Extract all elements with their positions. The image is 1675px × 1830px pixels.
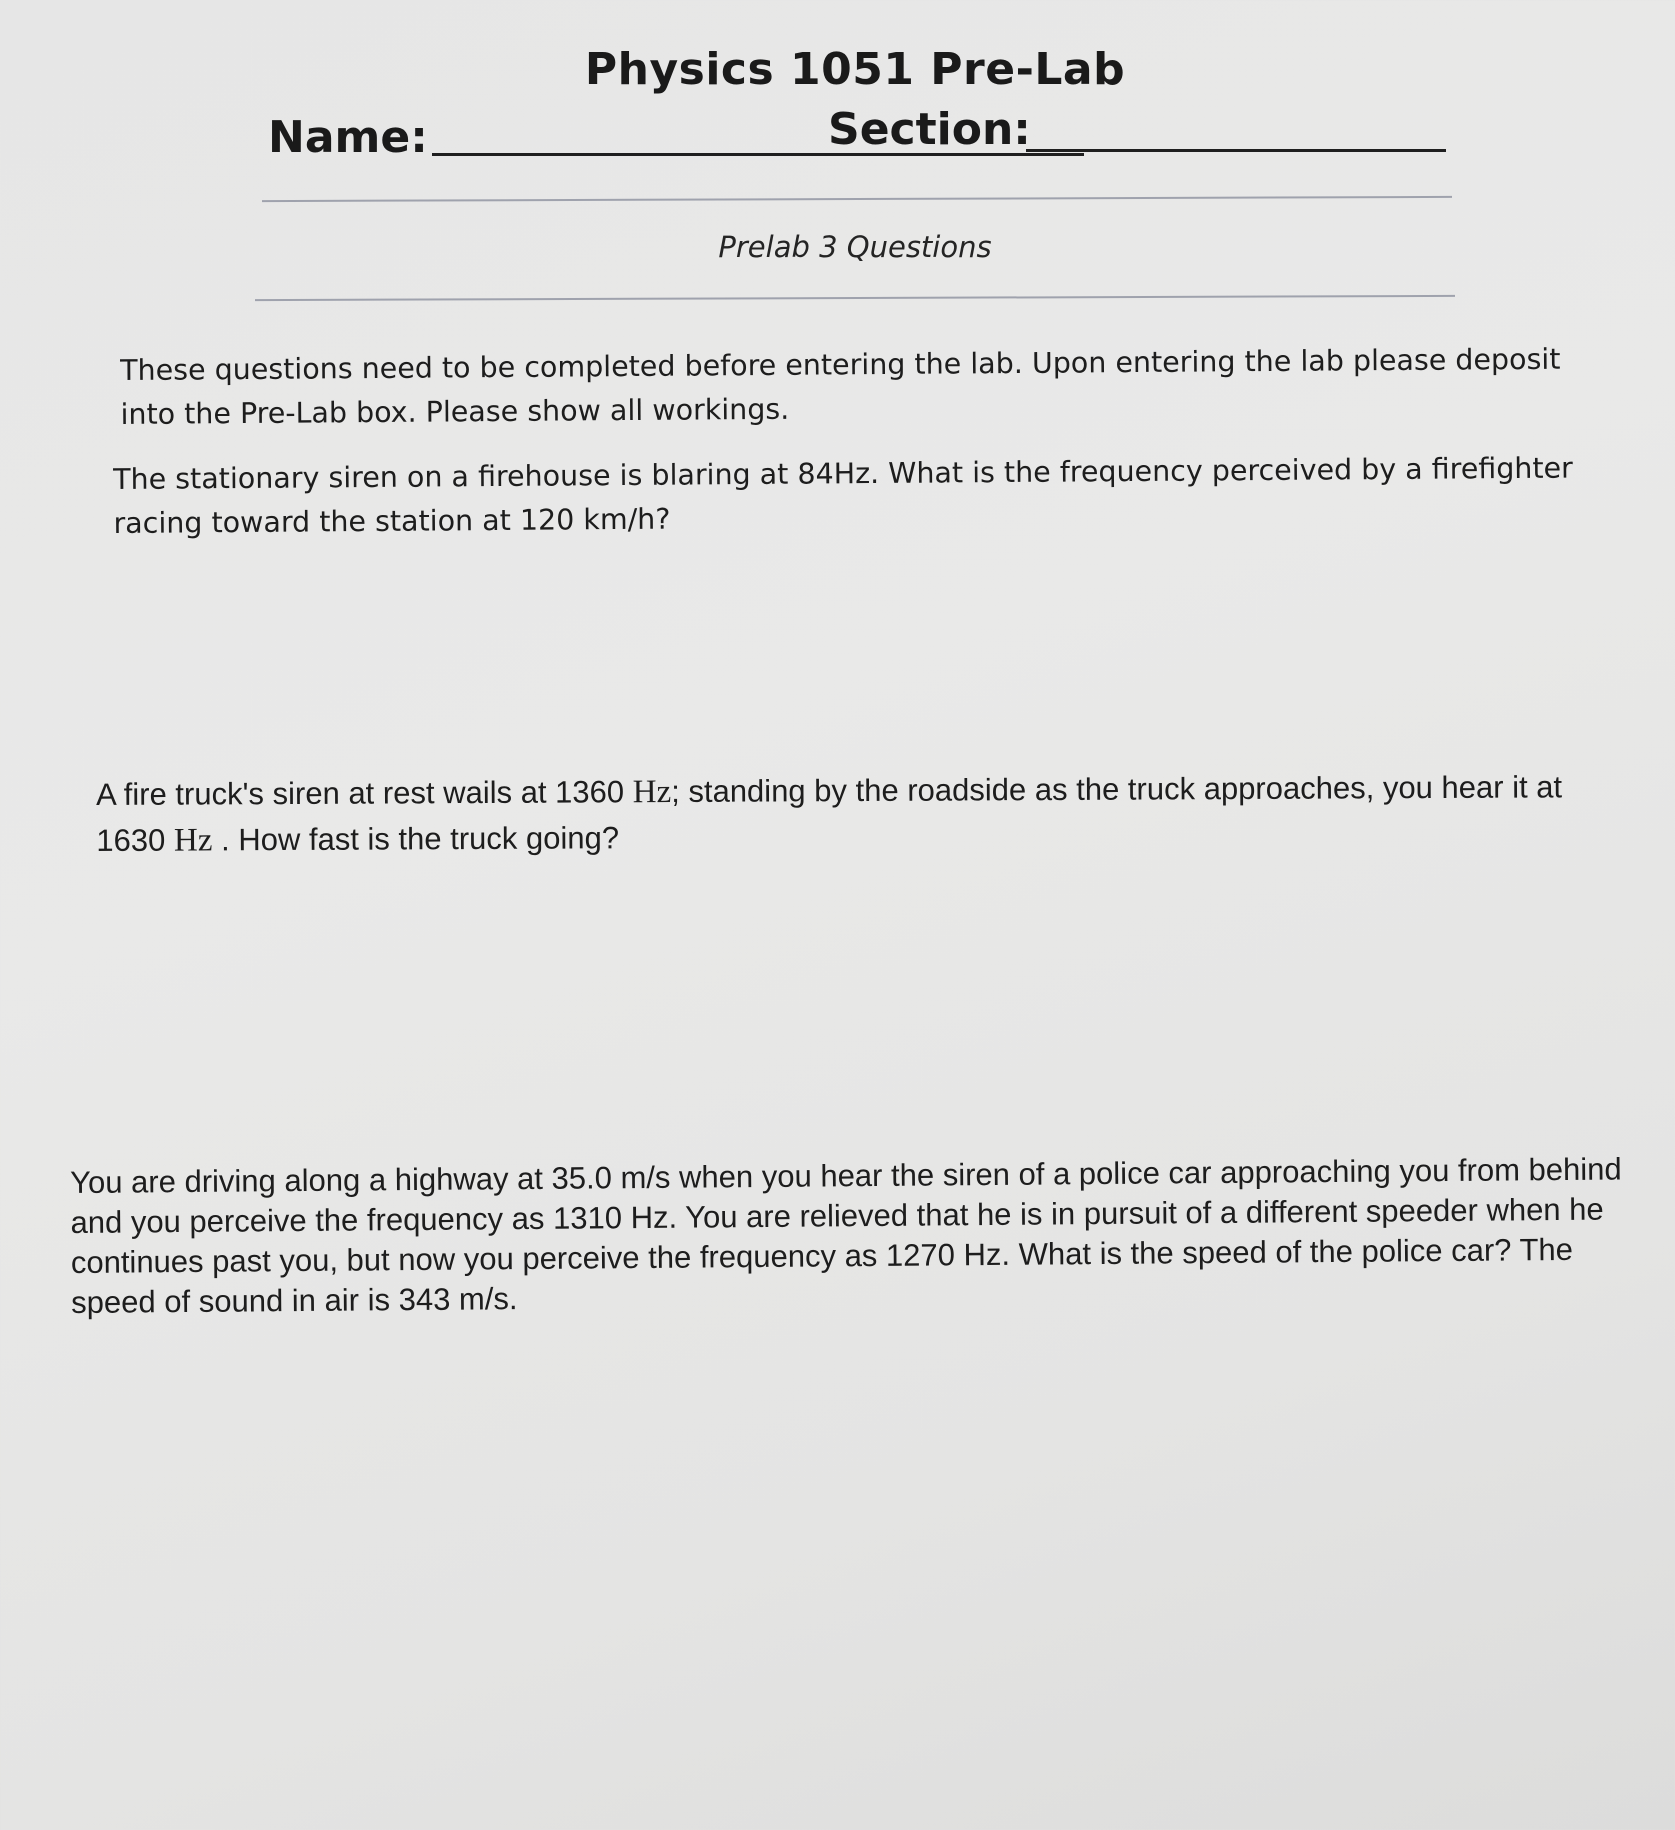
question-2-text-b: ; standing by the roadside as the truck approaches, you hear it at 1630	[96, 769, 1563, 858]
question-2-text-a: A fire truck's siren at rest wails at 1360	[96, 774, 625, 812]
instructions-paragraph: These questions need to be completed before entering the lab. Upon entering the lab please deposit into the Pre-Lab box. Please show all workings.	[120, 342, 1561, 431]
section-label: Section:	[828, 104, 1031, 155]
name-label: Name:	[268, 112, 428, 163]
header-divider-top	[262, 196, 1452, 202]
question-2	[96, 764, 1616, 864]
question-3: You are driving along a highway at 35.0 m/s when you hear the siren of a police car approaching you from behind and you perceive the frequency as 1310 Hz. You are relieved that he is in pursuit of a different speeder when he continues past you, but now you perceive the frequency as 1270 Hz. What is the speed of the police car? The speed of sound in air is 343 m/s.	[70, 1151, 1622, 1320]
name-section-row	[268, 104, 1448, 164]
prelab-subtitle: Prelab 3 Questions	[718, 230, 992, 264]
question-2-text-c: . How fast is the truck going?	[220, 820, 620, 858]
header-divider-bottom	[255, 295, 1455, 301]
worksheet-title: Physics 1051 Pre-Lab	[584, 44, 1126, 95]
question-2-unit-b: Hz	[173, 822, 213, 859]
question-2-unit-a: Hz	[632, 773, 672, 811]
section-blank-line	[1026, 149, 1446, 152]
question-1: The stationary siren on a firehouse is blaring at 84Hz. What is the frequency perceived by a firefighter racing toward the station at 120 km/h?	[113, 451, 1573, 540]
